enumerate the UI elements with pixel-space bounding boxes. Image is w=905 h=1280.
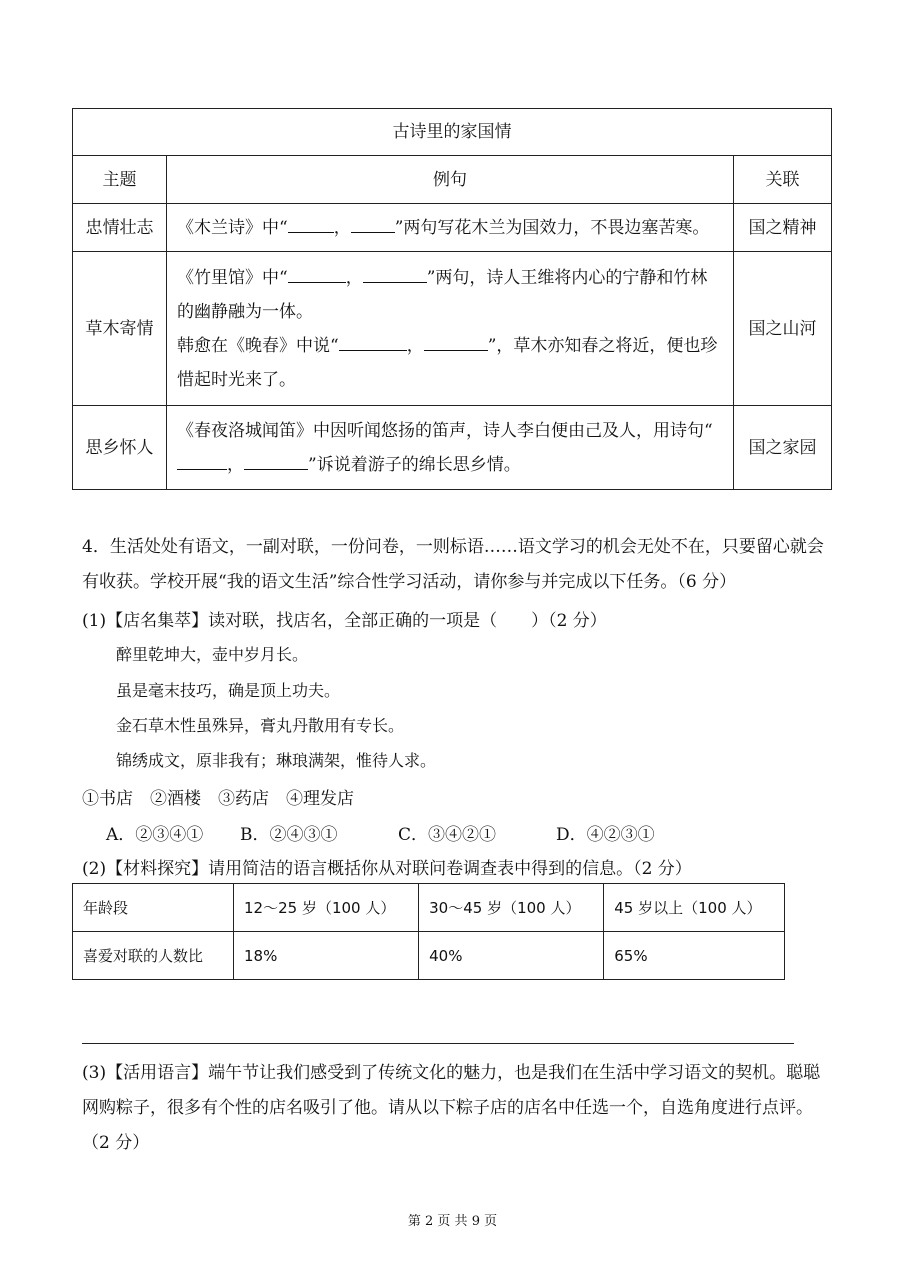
part3-prompt: (3)【活用语言】端午节让我们感受到了传统文化的魅力，也是我们在生活中学习语文的契机。聪聪网购粽子，很多有个性的店名吸引了他。请从以下粽子店的店名中任选一个，自选角度进行点评。（2 分） bbox=[82, 1063, 821, 1153]
fill-blank[interactable] bbox=[424, 332, 488, 351]
option-c[interactable]: C．③④②① bbox=[398, 825, 497, 845]
question-4-intro: 4．生活处处有语文，一副对联，一份问卷，一则标语……语文学习的机会无处不在，只要留心就会有收获。学校开展“我的语文生活”综合性学习活动，请你参与并完成以下任务。（6 分） bbox=[82, 537, 824, 592]
survey-cell: 18% bbox=[234, 932, 419, 980]
example-text: 韩愈在《晚春》中说“ bbox=[177, 335, 339, 356]
example-text: ”两句写花木兰为国效力，不畏边塞苦寒。 bbox=[394, 217, 710, 238]
header-link: 关联 bbox=[734, 156, 832, 204]
answer-line[interactable] bbox=[82, 1043, 794, 1044]
survey-cell: 65% bbox=[604, 932, 785, 980]
row-theme: 思乡怀人 bbox=[73, 406, 167, 490]
row-link: 国之山河 bbox=[734, 252, 832, 406]
row-link: 国之精神 bbox=[734, 204, 832, 252]
part2-prompt: (2)【材料探究】请用简洁的语言概括你从对联问卷调查表中得到的信息。（2 分） bbox=[82, 859, 692, 879]
fill-blank[interactable] bbox=[288, 214, 334, 233]
header-theme: 主题 bbox=[73, 156, 167, 204]
example-text: ”两句，诗人王维将内心的宁静和竹林的幽静融为一体。 bbox=[177, 267, 708, 322]
fill-blank[interactable] bbox=[244, 451, 308, 470]
header-example: 例句 bbox=[167, 156, 734, 204]
example-text: ”，草木亦知春之将近，便也珍惜起时光来了。 bbox=[177, 335, 718, 390]
survey-cell: 40% bbox=[419, 932, 604, 980]
example-text: ， bbox=[406, 335, 424, 356]
fill-blank[interactable] bbox=[351, 214, 395, 233]
row-theme: 草木寄情 bbox=[73, 252, 167, 406]
fill-blank[interactable] bbox=[363, 264, 427, 283]
option-b[interactable]: B．②④③① bbox=[240, 825, 338, 845]
couplet: 虽是毫末技巧，确是顶上功夫。 bbox=[116, 681, 341, 700]
poem-table bbox=[72, 108, 832, 490]
survey-header: 年龄段 bbox=[73, 884, 234, 932]
fill-blank[interactable] bbox=[339, 332, 407, 351]
row-example bbox=[167, 204, 734, 252]
row-example bbox=[167, 252, 734, 406]
survey-header: 30～45 岁（100 人） bbox=[419, 884, 604, 932]
couplet: 锦绣成文，原非我有；琳琅满架，惟待人求。 bbox=[116, 751, 437, 770]
row-link: 国之家园 bbox=[734, 406, 832, 490]
survey-cell: 喜爱对联的人数比 bbox=[73, 932, 234, 980]
fill-blank[interactable] bbox=[288, 264, 346, 283]
row-example bbox=[167, 406, 734, 490]
example-text: ， bbox=[227, 454, 244, 475]
shop-list: ①书店 ②酒楼 ③药店 ④理发店 bbox=[82, 789, 354, 809]
example-text: 《竹里馆》中“ bbox=[177, 267, 288, 288]
survey-header: 45 岁以上（100 人） bbox=[604, 884, 785, 932]
option-d[interactable]: D．④②③① bbox=[556, 825, 655, 845]
example-text: ”诉说着游子的绵长思乡情。 bbox=[308, 454, 521, 475]
table-caption: 古诗里的家国情 bbox=[73, 109, 832, 156]
row-theme: 忠情壮志 bbox=[73, 204, 167, 252]
page-footer: 第 2 页 共 9 页 bbox=[407, 1214, 498, 1229]
couplet: 金石草木性虽殊异，膏丸丹散用有专长。 bbox=[116, 716, 405, 735]
couplet: 醉里乾坤大，壶中岁月长。 bbox=[116, 645, 309, 664]
survey-table bbox=[72, 883, 785, 980]
example-text: ， bbox=[345, 267, 363, 288]
example-text: 《木兰诗》中“ bbox=[177, 217, 288, 238]
example-text: ， bbox=[333, 217, 351, 238]
option-a[interactable]: A．②③④① bbox=[106, 825, 204, 845]
part1-prompt: (1)【店名集萃】读对联，找店名，全部正确的一项是（ ）（2 分） bbox=[82, 611, 607, 631]
survey-header: 12～25 岁（100 人） bbox=[234, 884, 419, 932]
fill-blank[interactable] bbox=[177, 451, 227, 470]
example-text: 《春夜洛城闻笛》中因听闻悠扬的笛声，诗人李白便由己及人，用诗句“ bbox=[177, 420, 713, 441]
